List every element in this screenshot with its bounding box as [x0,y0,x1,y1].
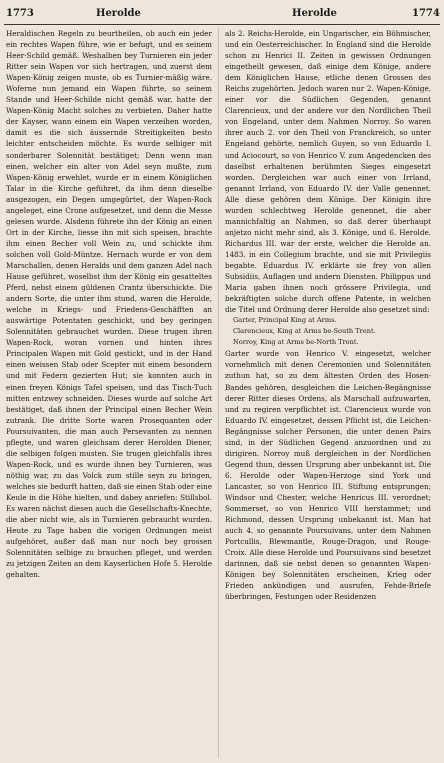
right-page-number: 1774 [412,8,440,19]
header-rule [4,24,440,25]
paragraph: als 2. Reichs-Herolde, ein Ungarischer, ein Böhmischer, und ein Oesterreichischer. In England sind die Herolde schon zu Henrici II. Zeiten in gewissen Ordnungen eingetheilt gewesen, daß einige dem Könige, andere dem Königlichen Hause, etliche denen Grossen des Reichs zugehörten. Jedoch waren nur 2. Wapen-Könige, einer vor die Südlichen Gegenden, genannt Clarencieux, und der andere vor den Nordlichen Theil von Engeland, unter dem Nahmen Norroy. So waren ihrer auch 2. vor den Theil von Franckreich, so unter Engeland gehörte, nemlich Guyen, so von Eduardo I. und Aciocourt, so von Henrico V. zum Angedencken des daselbst erhaltenen berühmten Sieges eingesetzt worden. Dergleichen war auch einer von Irrland, genannt Irrland, von Eduardo IV. der Valle genennet. Alle diese gehören dem Könige. Der Königin ihre wurden schlechtweg Herolde genennet, die aber mannichfaltig an Nahmen, so daß derer überhaupt anjetzo nicht mehr sind, als 3. Könige, und 6. Herolde. Richardus III. war der erste, welcher die Herolde an. 1483. in ein Collegium brachte, und sie mit Privilegiis begabte. Eduardus IV. erklärte sie frey von allen Subsidiis, Auflagen und andern Diensten. Philippus und Maria gaben ihnen noch grössere Privilegia, und bekräftigten solche durch offene Patente, in welchen die Titel und Ordnung derer Herolde also gesetzet sind: [225,29,431,315]
herald-title-line: Norroy, King at Arms be-North Trent. [233,338,359,347]
left-page-number: 1773 [6,8,34,19]
page-header [0,8,444,22]
paragraph: Heraldischen Regeln zu beurtheilen, ob auch ein jeder ein rechtes Wapen führe, wie er befugt, und es seinem Heer-Schild gemäß. Weshalben bey Turnieren ein jeder Ritter sein Wapen vor sich hertragen, und zuerst dem Wapen-König zeigen muste, ob es Turnier-mäßig wäre. Woferne nun jemand ein Wapen führte, so seinem Stande und Heer-Schilde nicht gemäß war, hatte der Wapen-König Macht solches zu verbieten. Daher hatte der Kayser, wann einem ein Wapen verzeihen worden, damit es die sich äussernde Streitigkeiten besto leichter entscheiden möchte. Es wurde selbiger mit sonderbarer Solennität bestätiget; Denn wenn man einen, welcher ein alter von Adel seyn mußte, zum Wapen-König erwehlet, wurde er in einem Königlichen Talar in die Kirche geführet, da ihm denn dieselbe ausgezogen, ein Degen umgegürtet, der Wapen-Rock angeleget, eine Crone aufgesetzet, und denn die Messe gelesen wurde. Alsdenn führete ihn der König an einen Ort in der Kirche, liesse ihn mit sich speisen, brachte ihm einen Becher voll Wein zu, und schickte ihm solchen voll Gold-Müntze. Hernach wurde er von dem Marschallen, denen Heralds und dem ganzen Adel nach Hause geführet, woselbst ihm der König ein gesatteltes Pferd, nebst einem güldenen Crantz überschickte. Die andern Sorte, die unter ihm stund, waren die Herolde, welche in Kriegs- und Friedens-Geschäfften an auswärtige Potentaten geschickt, und bey geringen Solennitäten gebrauchet wurden. Diese trugen ihren Wapen-Rock, woran vornen und hinten ihres Principalen Wapen mit Gold gestickt, und in der Hand einen weissen Stab oder Scepter mit einem besondern und mit Federn gezierten Hut; sie konnten auch in einen freyen Königs Tafel speisen, und das Tisch-Tuch mitten entzwey schneiden. Dieses wurde auf solche Art bestätiget, daß ihnen der Principal einen Becher Wein zutrank. Die dritte Sorte waren Prosequanten oder Poursuivanten, die man auch Persevanten zu nennen pflegte, und waren gleichsam derer Herolden Diener, die selbigen folgen musten. Sie trugen gleichfalls ihres Wapen-Rock, und es wurde ihnen bey Turnieren, was nöthig war, zu das Volck zum stille seyn zu bringen, welches sie bedurft hatten, daß sie einen Stab oder eine Keule in die Höhe hielten, und dabey anriefen: Stillsbol. Es waren nächst diesen auch die Gesellschafts-Knechte, die aber nicht wie, als in Turnieren gebraucht wurden. Heute zu Tage haben die vorigen Ordnungen meist aufgehöret, außer daß man nur noch bey grossen Solennitäten selbige zu brauchen pfleget, und werden zu jetzigen Zeiten an dem Kayserlichen Hofe 5. Herolde gehalten. [6,29,212,580]
left-running-title: Herolde [96,8,141,19]
right-text-column [225,28,431,602]
right-running-title: Herolde [292,8,337,19]
column-divider [218,28,219,758]
herald-title-line: Clarencieux, King at Arms be-South Trent. [233,327,376,336]
paragraph: Garter wurde von Henrico V. eingesetzt, welcher vornehmlich mit denen Ceremonien und Solennitäten zuthun hat, so zu dem ältesten Orden des Hosen-Bandes gehören, desgleichen die Leichen-Begängnisse derer Ritter dieses Ordens, als Marschall aufzuwarten, und zu regiren verpflichtet ist. Clarencieux wurde von Eduardo IV. eingesetzet, dessen Pflicht ist, die Leichen-Begängnisse solcher Personen, die unter denen Pairs sind, in der Südlichen Gegend anzuordnen und zu dirigiren. Norroy muß dergleichen in der Nordlichen Gegend thun, dessen Ursprung aber unbekannt ist. Die 6. Herolde oder Wapen-Herzoge sind York und Lancaster, so von Henrico III. Stiftung entsprungen; Windsor und Chester, welche Henricus III. verordnet; Sommerset, so von Henrico VIII herstammet; und Richmond, dessen Ursprung unbekannt ist. Man hat auch 4. so genannte Poursuivans, unter dem Nahmen Portcullis, Blewmantle, Rouge-Dragon, und Rouge-Croix. Alle diese Herolde und Poursuivans sind besetzet darinnen, daß sie nebst denen so genannten Wapen-Königen bey Solennitäten erscheinen, Krieg oder Frieden ankündigen und ausrufen, Fehde-Briefe überbringen, Festungen oder Residenzen [225,349,431,602]
herald-title-line: Garter, Principal King at Arms. [233,316,337,325]
left-text-column [6,28,212,580]
